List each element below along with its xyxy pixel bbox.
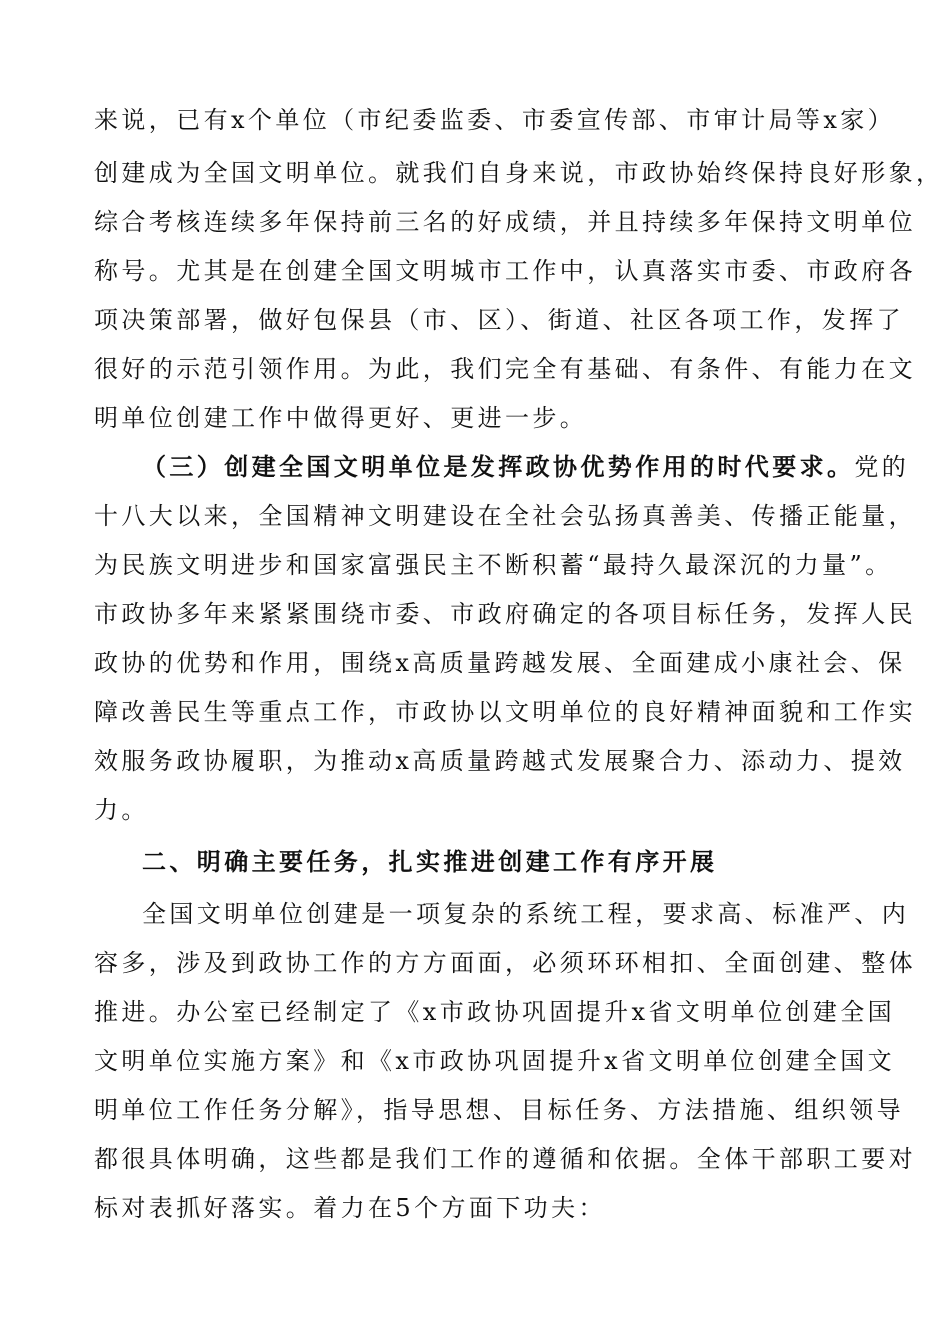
- subheading-bold: （三）创建全国文明单位是发挥政协优势作用的时代要求。: [142, 452, 855, 481]
- text-line: 称号。尤其是在创建全国文明城市工作中，认真落实市委、市政府各: [94, 257, 916, 285]
- text-line: 障改善民生等重点工作，市政协以文明单位的良好精神面貌和工作实: [94, 698, 916, 726]
- text-line: 效服务政协履职，为推动x高质量跨越式发展聚合力、添动力、提效: [94, 747, 906, 775]
- subheading-line: [142, 452, 910, 482]
- text-line: 力。: [94, 796, 149, 824]
- text-line: 政协的优势和作用，围绕x高质量跨越发展、全面建成小康社会、保: [94, 649, 906, 677]
- text-line: 十八大以来，全国精神文明建设在全社会弘扬真善美、传播正能量，: [94, 502, 916, 530]
- text-line: 很好的示范引领作用。为此，我们完全有基础、有条件、有能力在文: [94, 355, 916, 383]
- text-line: 创建成为全国文明单位。就我们自身来说，市政协始终保持良好形象，: [94, 159, 944, 187]
- text-line: 文明单位实施方案》和《x市政协巩固提升x省文明单位创建全国文: [94, 1047, 896, 1075]
- text-line: 全国文明单位创建是一项复杂的系统工程，要求高、标准严、内: [142, 900, 910, 928]
- text-line: 明单位工作任务分解》，指导思想、目标任务、方法措施、组织领导: [94, 1096, 904, 1124]
- text-line: 项决策部署，做好包保县（市、区）、街道、社区各项工作，发挥了: [94, 306, 904, 334]
- subheading-rest: 党的: [854, 453, 910, 481]
- text-line: 来说，已有x个单位（市纪委监委、市委宣传部、市审计局等x家）: [94, 106, 896, 134]
- text-line: 为民族文明进步和国家富强民主不断积蓄“最持久最深沉的力量”。: [94, 551, 893, 579]
- text-line: 都很具体明确，这些都是我们工作的遵循和依据。全体干部职工要对: [94, 1145, 916, 1173]
- text-line: 推进。办公室已经制定了《x市政协巩固提升x省文明单位创建全国: [94, 998, 896, 1026]
- text-line: 市政协多年来紧紧围绕市委、市政府确定的各项目标任务，发挥人民: [94, 600, 916, 628]
- text-line: 明单位创建工作中做得更好、更进一步。: [94, 404, 588, 432]
- section-heading: 二、明确主要任务，扎实推进创建工作有序开展: [142, 847, 718, 876]
- text-line: 综合考核连续多年保持前三名的好成绩，并且持续多年保持文明单位: [94, 208, 916, 236]
- text-line: 容多，涉及到政协工作的方方面面，必须环环相扣、全面创建、整体: [94, 949, 916, 977]
- text-line: 标对表抓好落实。着力在5个方面下功夫：: [94, 1194, 606, 1222]
